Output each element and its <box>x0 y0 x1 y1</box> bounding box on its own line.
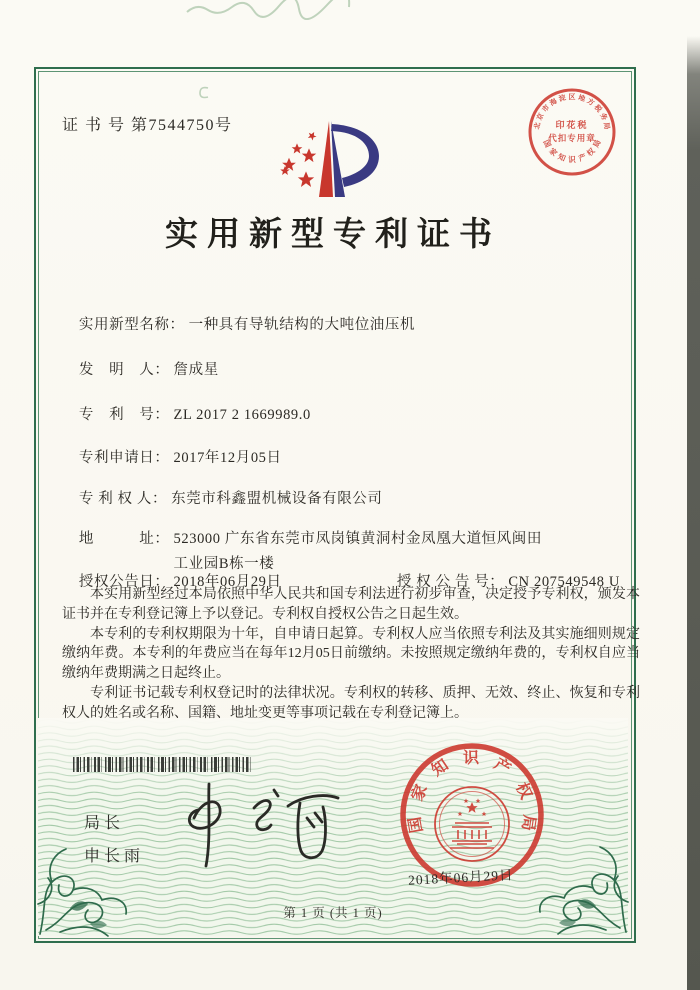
svg-text:税: 税 <box>592 103 604 114</box>
legal-paragraph-3: 专利证书记载专利权登记时的法律状况。专利权的转移、质押、无效、终止、恢复和专利权人的姓名或名称、国籍、地址变更等事项记载在专利登记簿上。 <box>62 685 640 721</box>
legal-text <box>62 585 640 724</box>
svg-text:权: 权 <box>512 780 535 802</box>
certificate-title: 实用新型专利证书 <box>165 217 501 253</box>
svg-text:产: 产 <box>490 755 514 779</box>
field-value: ZL 2017 2 1669989.0 <box>173 407 311 423</box>
svg-text:国: 国 <box>406 815 427 835</box>
svg-text:局: 局 <box>591 138 603 149</box>
svg-text:家: 家 <box>409 782 431 804</box>
field-label: 授权公告日： <box>78 574 170 590</box>
svg-text:淀: 淀 <box>557 93 567 104</box>
svg-text:北: 北 <box>532 121 543 130</box>
field-value: 詹成星 <box>173 362 219 378</box>
legal-paragraph-1: 本实用新型经过本局依照中华人民共和国专利法进行初步审查，决定授予专利权，颁发本证书并在专利登记簿上予以登记。专利权自授权公告之日起生效。 <box>62 587 640 622</box>
svg-text:务: 务 <box>598 111 609 122</box>
logo-blue-wedge <box>331 121 345 197</box>
field-value: 2018年06月29日 <box>173 574 282 590</box>
barcode <box>73 757 253 772</box>
svg-text:产: 产 <box>577 151 588 164</box>
field-value: 2017年12月05日 <box>173 450 282 466</box>
field-label: 地 址： <box>78 531 170 547</box>
svg-text:区: 区 <box>568 93 576 101</box>
seal-date: 2018年06月29日 <box>407 867 514 888</box>
logo-stars <box>280 130 318 187</box>
logo-red-wedge <box>319 121 333 197</box>
field-label: 专 利 权 人： <box>78 491 168 507</box>
svg-text:国: 国 <box>541 138 553 149</box>
svg-text:识: 识 <box>568 155 576 164</box>
field-value: CN 207549548 U <box>508 574 620 590</box>
field-label: 发 明 人： <box>78 362 170 378</box>
svg-text:地: 地 <box>577 93 587 104</box>
legal-paragraph-2: 本专利的专利权期限为十年，自申请日起算。专利权人应当依照专利法及其实施细则规定缴纳年费。本专利的年费应当在每年12月05日前缴纳。未按照规定缴纳年费的，专利权自应当缴纳年费期满之日起终止。 <box>62 626 640 682</box>
field-value: 东莞市科鑫盟机械设备有限公司 <box>171 491 383 507</box>
certificate-number: 证 书 号 第7544750号 <box>62 117 233 134</box>
field-label: 专 利 号： <box>78 407 170 423</box>
tax-stamp-line2: 代扣专用章 <box>548 133 596 143</box>
svg-text:方: 方 <box>585 97 596 108</box>
signature-handwriting <box>162 778 362 878</box>
field-value: 523000 广东省东莞市凤岗镇黄洞村金凤凰大道恒风闽田 工业园B栋一楼 <box>173 531 542 572</box>
field-value: 一种具有导轨结构的大吨位油压机 <box>188 317 416 333</box>
svg-text:家: 家 <box>547 146 560 158</box>
director-title: 局长 <box>84 815 125 832</box>
national-emblem <box>435 787 509 861</box>
svg-text:市: 市 <box>540 103 552 114</box>
svg-text:权: 权 <box>584 146 597 158</box>
svg-text:海: 海 <box>548 97 559 108</box>
field-label: 实用新型名称： <box>78 317 185 333</box>
director-name-printed: 申长雨 <box>84 848 145 865</box>
svg-text:知: 知 <box>556 151 567 164</box>
svg-text:局: 局 <box>518 813 538 832</box>
field-label: 专利申请日： <box>78 450 170 466</box>
svg-text:京: 京 <box>535 111 546 122</box>
tax-stamp <box>524 84 620 180</box>
scan-edge-shadow <box>687 36 700 990</box>
cnipa-logo <box>275 104 410 204</box>
svg-text:局: 局 <box>601 121 612 130</box>
field-label: 授 权 公 告 号： <box>396 574 505 590</box>
page-number: 第 1 页 (共 1 页) <box>283 906 383 920</box>
svg-text:识: 识 <box>462 749 480 768</box>
tax-stamp-line1: 印花税 <box>555 120 589 130</box>
faint-pen-marks <box>183 0 368 20</box>
svg-text:知: 知 <box>428 756 452 780</box>
